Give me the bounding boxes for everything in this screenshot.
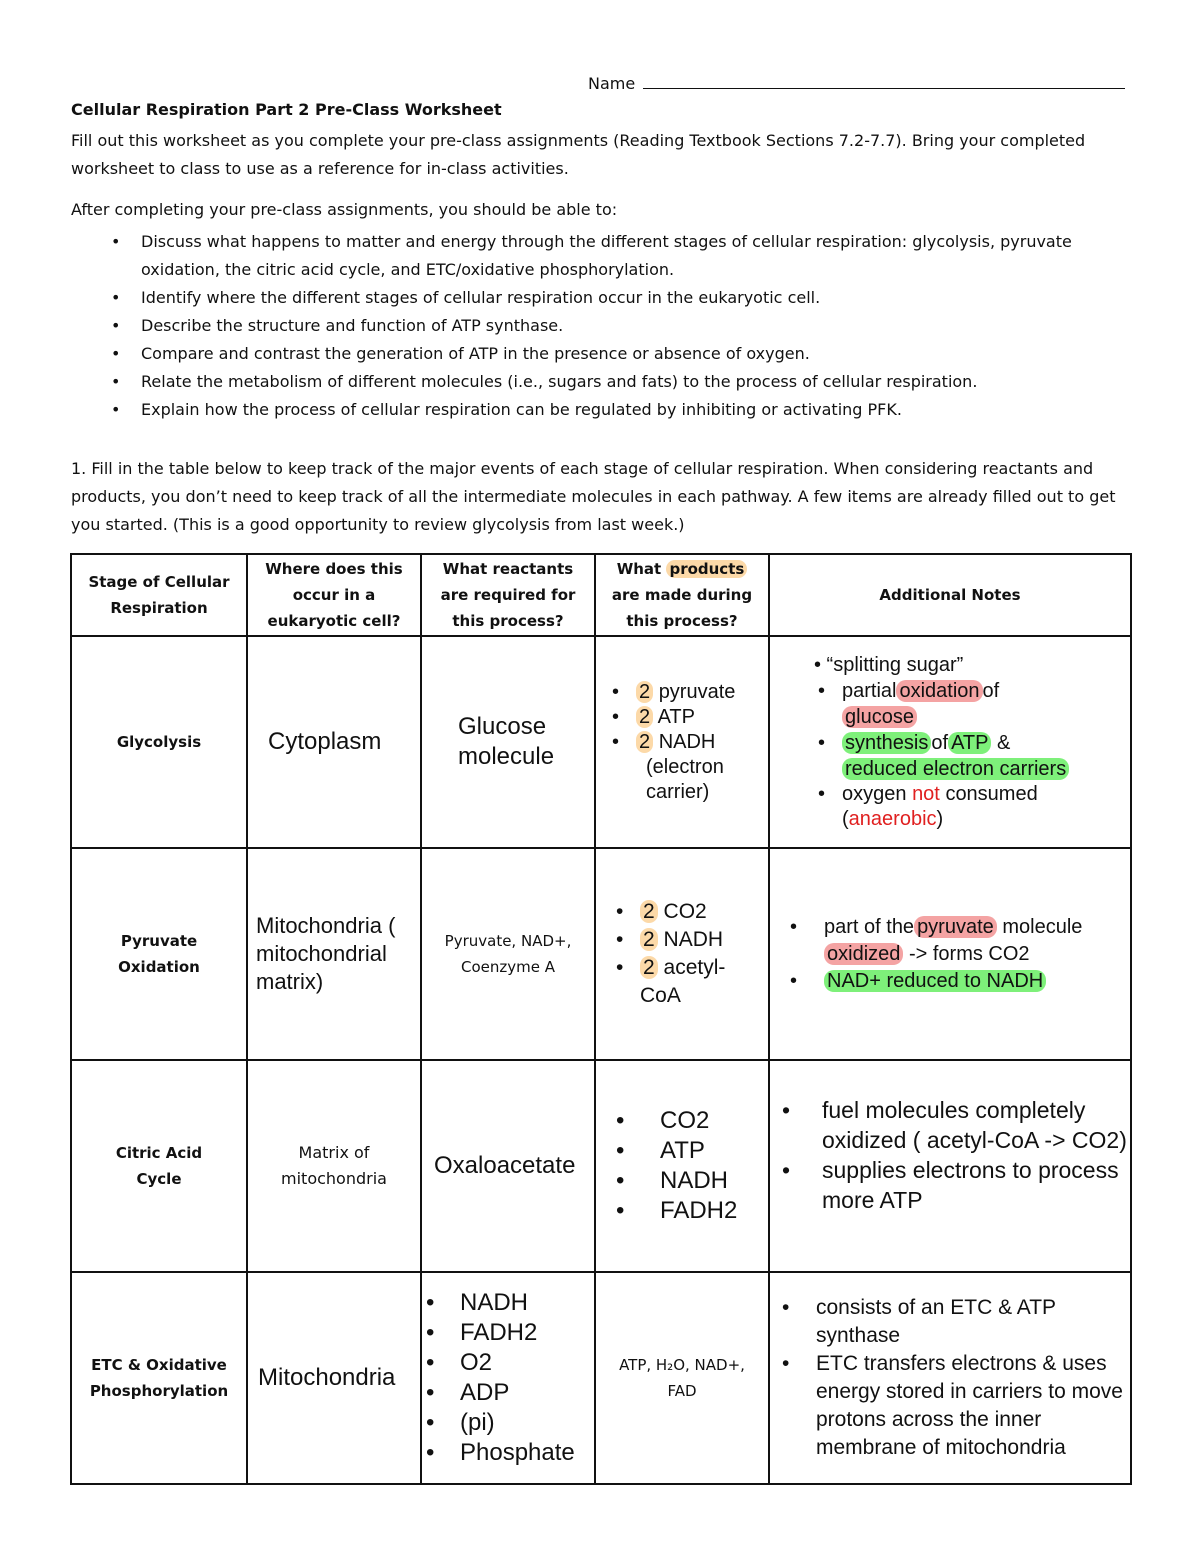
list-item: • supplies electrons to process more ATP: [778, 1155, 1130, 1215]
product-name: NADH: [663, 928, 724, 951]
header-reactants: What reactants are required for this process?: [421, 554, 595, 636]
note-text: of: [982, 679, 1000, 702]
note-highlight: synthesis: [842, 732, 931, 754]
list-item: [786, 968, 1130, 995]
note-highlight: glucose: [842, 706, 917, 728]
notes-pyruvate[interactable]: [769, 848, 1131, 1060]
products-extra-note: (electron carrier): [646, 755, 724, 803]
note-text: &: [997, 731, 1011, 754]
objectives-lead: After completing your pre-class assignments, you should be able to:: [71, 200, 618, 219]
note-red-text: not: [912, 782, 940, 805]
list-item: • NADH: [612, 1166, 768, 1196]
reactants-etc[interactable]: [421, 1272, 595, 1484]
name-field[interactable]: [588, 74, 1125, 93]
notes-list: [786, 914, 1130, 995]
reactants-citric[interactable]: Oxaloacetate: [421, 1060, 595, 1272]
objectives-list: [105, 228, 1125, 424]
list-item: [612, 954, 730, 1010]
product-count: 2: [640, 928, 658, 951]
products-list: [608, 680, 768, 755]
where-glycolysis[interactable]: Cytoplasm: [247, 636, 421, 848]
list-item: [786, 914, 1130, 968]
list-item: • (pi): [422, 1408, 594, 1438]
header-products-pre: What: [616, 560, 662, 578]
reactants-pyruvate[interactable]: Pyruvate, NAD+, Coenzyme A: [421, 848, 595, 1060]
header-products-post: are made during this process?: [611, 586, 753, 630]
product-name: CO2: [663, 900, 707, 923]
table-row-pyruvate: [71, 848, 1131, 1060]
products-list: [612, 898, 768, 1010]
note-text: -> forms CO2: [908, 942, 1030, 965]
list-item: [612, 898, 768, 926]
list-item: [814, 782, 1130, 832]
list-item: • ATP: [612, 1136, 768, 1166]
note-text: part of the: [824, 915, 915, 938]
list-item: [608, 680, 768, 705]
product-name: pyruvate: [658, 680, 736, 703]
objective-item: • Relate the metabolism of different molecules (i.e., sugars and fats) to the process of cellular respiration.: [105, 368, 1125, 396]
note-text: molecule: [1002, 915, 1083, 938]
list-item: [814, 678, 1130, 730]
list-item: • ADP: [422, 1378, 594, 1408]
worksheet-title: Cellular Respiration Part 2 Pre-Class Worksheet: [71, 100, 502, 119]
table-row-etc: [71, 1272, 1131, 1484]
notes-list: [778, 1095, 1130, 1215]
stage-pyruvate: Pyruvate Oxidation: [71, 848, 247, 1060]
header-notes: Additional Notes: [769, 554, 1131, 636]
note-text: of: [931, 731, 949, 754]
stage-citric: Citric Acid Cycle: [71, 1060, 247, 1272]
note-highlight: oxidation: [896, 680, 982, 702]
list-item: • FADH2: [612, 1196, 768, 1226]
products-glycolysis[interactable]: [595, 636, 769, 848]
list-item: • FADH2: [422, 1318, 594, 1348]
intro-paragraph: Fill out this worksheet as you complete your pre-class assignments (Reading Textbook Sections 7.2-7.7). Bring your completed worksheet to class to use as a reference for in-class activities.: [71, 131, 1086, 178]
list-item: [608, 730, 768, 755]
table-header-row: [71, 554, 1131, 636]
notes-list: [814, 678, 1130, 832]
note-highlight: pyruvate: [914, 916, 997, 938]
note-item: • “splitting sugar”: [814, 653, 964, 676]
objective-item: • Discuss what happens to matter and energy through the different stages of cellular respiration: glycolysis, pyruvate oxidation, the citric acid cycle, and ETC/oxidative phosphorylation.: [105, 228, 1125, 284]
where-citric[interactable]: Matrix of mitochondria: [247, 1060, 421, 1272]
where-pyruvate[interactable]: Mitochondria ( mitochondrial matrix): [247, 848, 421, 1060]
products-etc[interactable]: ATP, H₂O, NAD+, FAD: [595, 1272, 769, 1484]
list-item: • ETC transfers electrons & uses energy stored in carriers to move protons across the inner membrane of mitochondria: [778, 1350, 1130, 1462]
notes-list: [778, 1294, 1130, 1462]
products-list: [612, 1106, 768, 1226]
name-label: Name: [588, 74, 636, 93]
product-name: acetyl-CoA: [640, 956, 726, 1007]
objective-item: • Describe the structure and function of ATP synthase.: [105, 312, 1125, 340]
product-count: 2: [636, 731, 653, 753]
note-text: oxygen: [842, 782, 907, 805]
list-item: • CO2: [612, 1106, 768, 1136]
table-row-glycolysis: [71, 636, 1131, 848]
question-1: 1. Fill in the table below to keep track of the major events of each stage of cellular respiration. When considering reactants and products, you don’t need to keep track of all the intermediate molecules in each pathway. A few items are already filled out to get you started. (This is a good opportunity to review glycolysis from last week.): [71, 459, 1116, 534]
note-text: ): [936, 807, 944, 830]
header-stage: Stage of Cellular Respiration: [71, 554, 247, 636]
products-pyruvate[interactable]: [595, 848, 769, 1060]
notes-citric[interactable]: [769, 1060, 1131, 1272]
list-item: • NADH: [422, 1288, 594, 1318]
product-name: ATP: [657, 705, 695, 728]
list-item: • fuel molecules completely oxidized ( acetyl-CoA -> CO2): [778, 1095, 1130, 1155]
objective-item: • Identify where the different stages of cellular respiration occur in the eukaryotic cell.: [105, 284, 1125, 312]
table-row-citric: [71, 1060, 1131, 1272]
list-item: [814, 730, 1130, 782]
product-count: 2: [640, 900, 658, 923]
objective-item: • Compare and contrast the generation of ATP in the presence or absence of oxygen.: [105, 340, 1125, 368]
note-text: partial: [842, 679, 897, 702]
list-item: • Phosphate: [422, 1438, 594, 1468]
notes-glycolysis[interactable]: [769, 636, 1131, 848]
list-item: [612, 926, 768, 954]
note-text: consumed: [945, 782, 1038, 805]
product-count: 2: [636, 681, 653, 703]
header-where: Where does this occur in a eukaryotic cell?: [247, 554, 421, 636]
note-highlight: NAD+ reduced to NADH: [824, 970, 1046, 992]
list-item: • O2: [422, 1348, 594, 1378]
product-count: 2: [640, 956, 658, 979]
where-etc[interactable]: Mitochondria: [247, 1272, 421, 1484]
name-blank-line[interactable]: [643, 74, 1125, 89]
objective-item: • Explain how the process of cellular respiration can be regulated by inhibiting or activating PFK.: [105, 396, 1125, 424]
list-item: [608, 705, 768, 730]
product-count: 2: [636, 706, 653, 728]
respiration-table: [70, 553, 1132, 1485]
note-highlight: reduced electron carriers: [842, 758, 1069, 780]
stage-glycolysis: Glycolysis: [71, 636, 247, 848]
header-products: [595, 554, 769, 636]
reactants-glycolysis[interactable]: Glucose molecule: [421, 636, 595, 848]
reactants-list: [422, 1288, 594, 1468]
product-name: NADH: [658, 730, 716, 753]
note-text: (: [842, 807, 849, 830]
products-citric[interactable]: [595, 1060, 769, 1272]
stage-etc: ETC & Oxidative Phosphorylation: [71, 1272, 247, 1484]
header-products-highlight: products: [666, 560, 747, 578]
note-highlight: oxidized: [824, 943, 903, 965]
list-item: • consists of an ETC & ATP synthase: [778, 1294, 1130, 1350]
notes-etc[interactable]: [769, 1272, 1131, 1484]
note-red-text: anaerobic: [848, 807, 937, 830]
note-highlight: ATP: [948, 732, 991, 754]
